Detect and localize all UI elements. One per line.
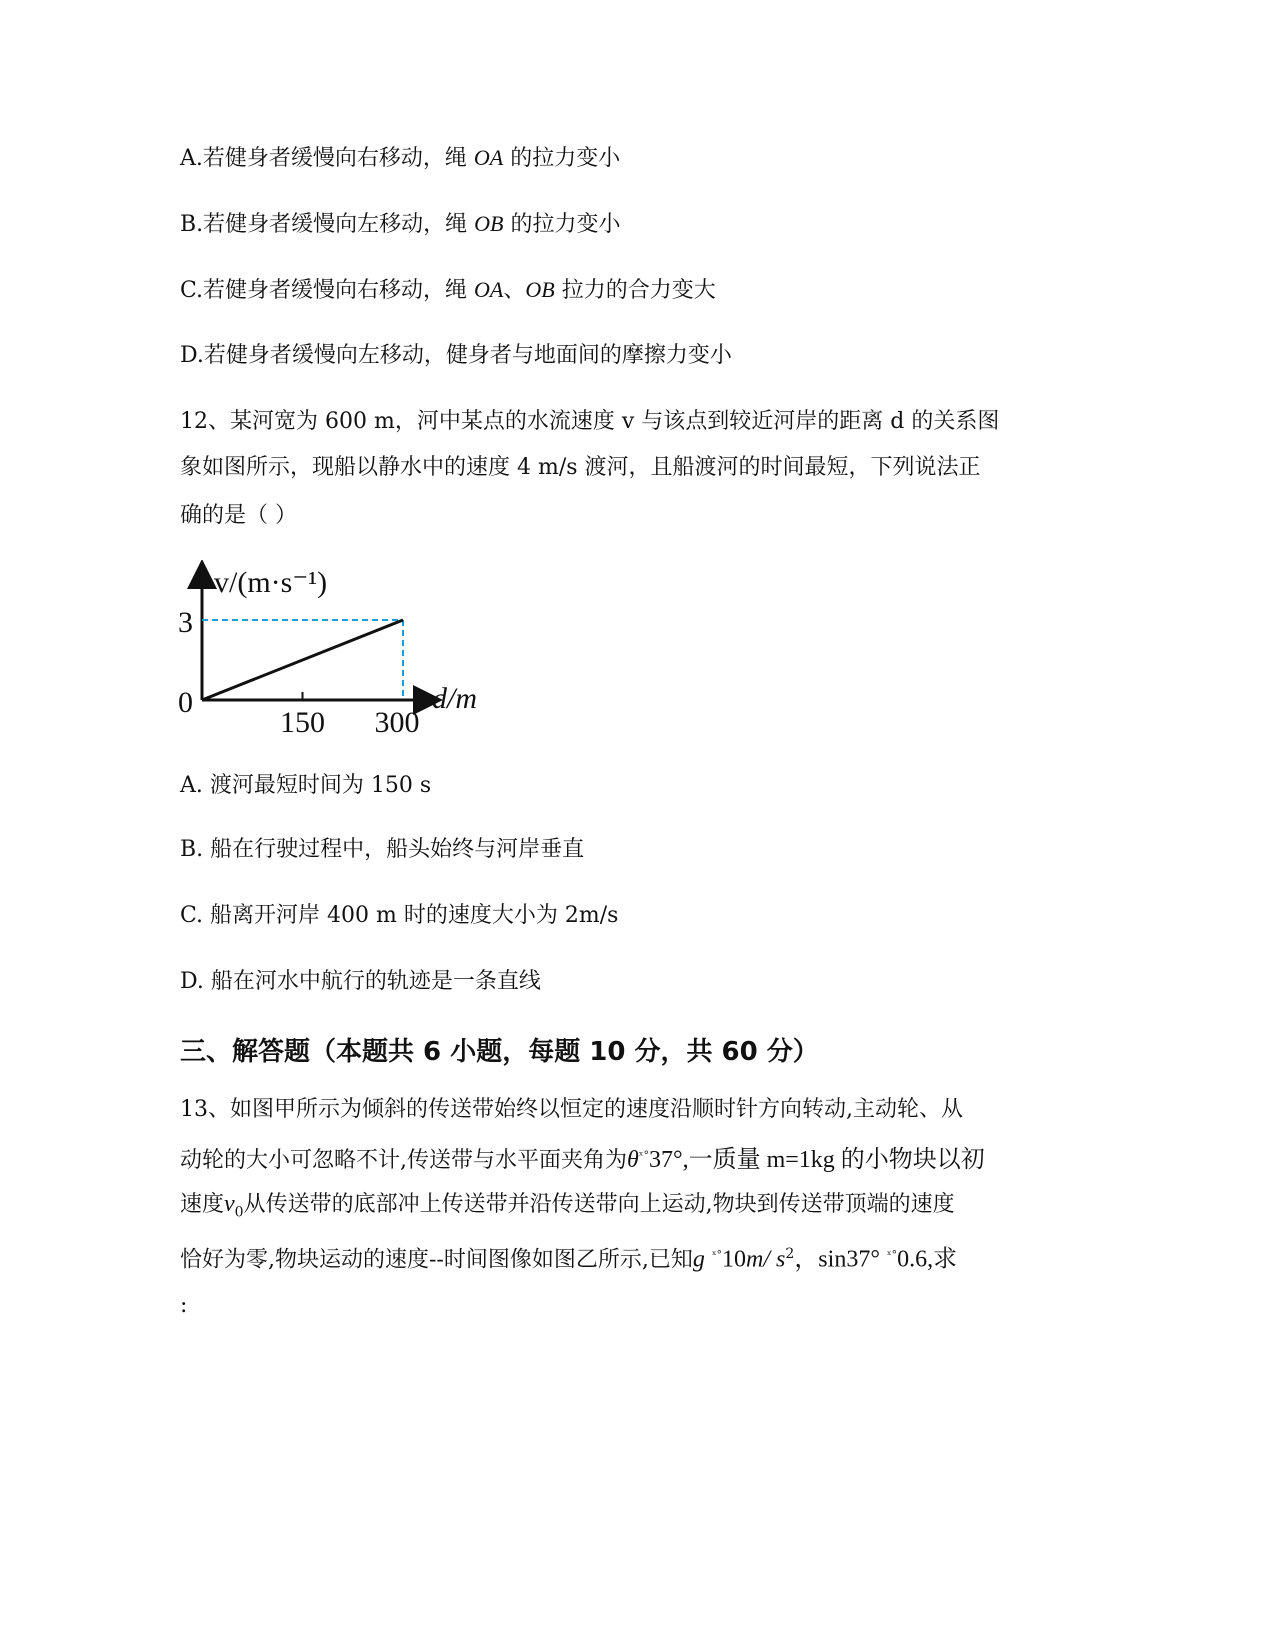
q11-option-c — [180, 274, 716, 307]
origin-label: 0 — [178, 686, 193, 719]
q12-stem-line1: 12、某河宽为 600 m，河中某点的水流速度 v 与该点到较近河岸的距离 d 的关系图 — [180, 409, 1000, 434]
q13-line1: 13、如图甲所示为倾斜的传送带始终以恒定的速度沿顺时针方向转动,主动轮、从 — [180, 1097, 963, 1122]
rope-var: OA — [474, 277, 504, 302]
q12-option-c: C. 船离开河岸 400 m 时的速度大小为 2m/s — [180, 903, 619, 928]
velocity-distance-graph — [170, 560, 500, 750]
garbled-glyph: ˣ° — [638, 1149, 649, 1162]
garbled-glyph: ˣ° — [711, 1248, 723, 1262]
garbled-glyph: ˣ° — [886, 1248, 898, 1262]
v0-symbol: v — [224, 1191, 235, 1217]
q13-text: 从传送带的底部冲上传送带并沿传送带向上运动,物块到传送带顶端的速度 — [243, 1192, 955, 1217]
q11-option-d — [180, 340, 732, 372]
q12-stem-line2: 象如图所示，现船以静水中的速度 4 m/s 渡河，且船渡河的时间最短，下列说法正 — [180, 455, 981, 480]
v0-subscript: 0 — [234, 1204, 244, 1221]
option-text: 拉力的合力变大 — [554, 278, 716, 303]
rope-var: OB — [474, 211, 504, 236]
q13-text: 速度 — [180, 1192, 225, 1217]
unit-exponent: 2 — [785, 1246, 795, 1262]
rope-var: OA — [473, 145, 504, 170]
g-value: 10 — [722, 1246, 747, 1273]
option-label: A. — [180, 146, 203, 171]
option-label: B. — [180, 212, 204, 237]
y-tick-label-3: 3 — [178, 606, 193, 639]
q13-text: 37°,一质量 m=1kg 的小物块以初 — [648, 1147, 985, 1173]
y-axis-label: v/(m·s⁻¹) — [214, 566, 328, 599]
x-tick-label-150: 150 — [280, 706, 325, 739]
q12-option-a: A. 渡河最短时间为 150 s — [180, 773, 432, 798]
g-symbol: g — [692, 1246, 705, 1273]
q13-text: 动轮的大小可忽略不计,传送带与水平面夹角为 — [180, 1148, 627, 1173]
option-label: D. — [180, 343, 204, 368]
option-text: 若健身者缓慢向右移动，绳 — [203, 278, 475, 303]
q13-line4 — [180, 1238, 957, 1276]
q12-stem-line3: 确的是（ ） — [180, 503, 297, 528]
option-text: 、 — [503, 278, 526, 303]
rope-var: OB — [525, 277, 555, 302]
q12-option-b: B. 船在行驶过程中，船头始终与河岸垂直 — [180, 837, 585, 862]
option-text: 若健身者缓慢向左移动，健身者与地面间的摩擦力变小 — [203, 343, 732, 368]
q13-line5: : — [180, 1293, 188, 1318]
q13-text: 恰好为零,物块运动的速度--时间图像如图乙所示,已知 — [180, 1247, 693, 1273]
theta-symbol: θ — [627, 1147, 639, 1173]
option-text: 若健身者缓慢向左移动，绳 — [203, 212, 475, 237]
q11-option-b — [180, 208, 621, 241]
q11-option-a — [180, 142, 620, 175]
unit-m: m — [746, 1246, 764, 1273]
q13-line2 — [180, 1140, 985, 1177]
option-text: 的拉力变小 — [503, 212, 621, 237]
x-axis-label: d/m — [432, 682, 477, 715]
option-text: 若健身者缓慢向右移动，绳 — [202, 146, 474, 171]
option-text: 的拉力变小 — [503, 146, 621, 171]
q13-text: ，sin37° — [794, 1246, 880, 1273]
sin-value: 0.6,求 — [897, 1246, 958, 1273]
q12-option-d: D. 船在河水中航行的轨迹是一条直线 — [180, 969, 541, 994]
x-tick-label-300: 300 — [374, 706, 420, 739]
series-line — [202, 620, 403, 700]
unit-s: / s — [763, 1246, 786, 1273]
option-label: C. — [180, 278, 204, 303]
section-heading: 三、解答题（本题共 6 小题，每题 10 分，共 60 分） — [180, 1037, 819, 1067]
q13-line3 — [180, 1188, 955, 1228]
